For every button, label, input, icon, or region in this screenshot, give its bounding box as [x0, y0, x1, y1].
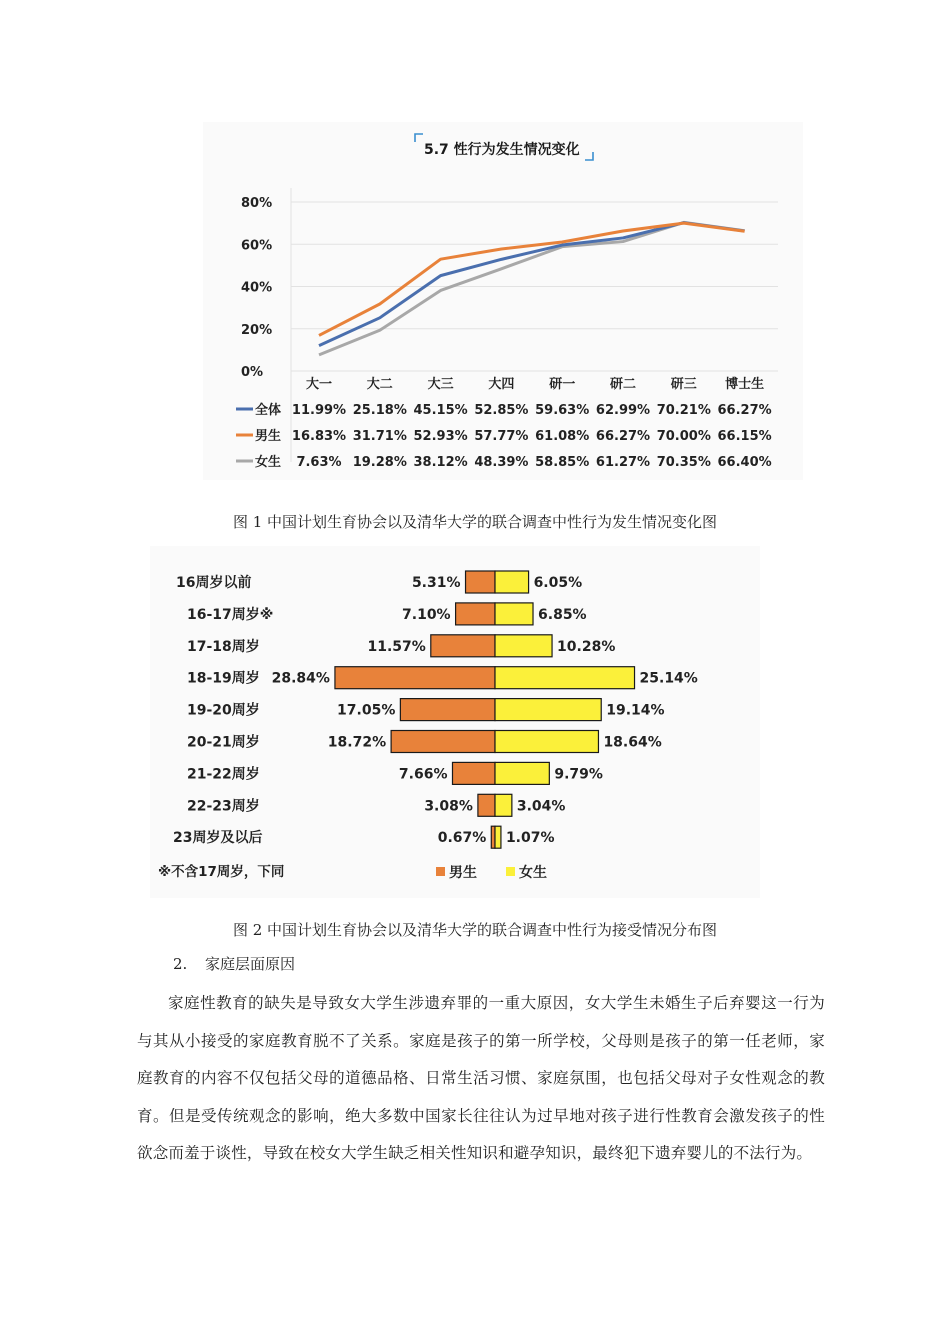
figure-2-caption: 图 2 中国计划生育协会以及清华大学的联合调查中性行为接受情况分布图 — [232, 921, 718, 939]
male-bar — [400, 699, 495, 721]
y-tick-label: 20% — [241, 322, 273, 338]
chart-note: ※不含17周岁，下同 — [158, 864, 285, 880]
data-label: 11.99% — [291, 403, 347, 418]
category-label: 18-19周岁 — [187, 670, 260, 687]
category-label: 17-18周岁 — [187, 638, 260, 655]
legend-swatch-male — [436, 867, 445, 876]
data-label: 70.21% — [656, 403, 711, 418]
category-label: 20-21周岁 — [187, 734, 260, 751]
data-label: 61.27% — [595, 455, 651, 470]
male-bar — [478, 794, 495, 816]
data-label: 57.77% — [474, 429, 529, 444]
data-label: 66.40% — [717, 455, 772, 470]
female-value-label: 25.14% — [639, 670, 698, 687]
data-label: 70.00% — [656, 429, 711, 444]
bar-chart-svg — [150, 546, 760, 898]
male-value-label: 11.57% — [367, 638, 426, 655]
data-label: 38.12% — [413, 455, 468, 470]
data-label: 31.71% — [352, 429, 407, 444]
x-tick-label: 博士生 — [725, 377, 765, 392]
male-value-label: 7.10% — [402, 606, 451, 623]
data-label: 7.63% — [296, 455, 342, 470]
male-value-label: 0.67% — [437, 830, 487, 847]
female-bar — [495, 731, 598, 753]
female-value-label: 10.28% — [557, 638, 616, 655]
female-bar — [495, 603, 533, 625]
female-value-label: 1.07% — [505, 830, 555, 847]
male-bar — [335, 667, 495, 689]
male-value-label: 3.08% — [424, 798, 473, 815]
female-value-label: 6.85% — [538, 606, 587, 623]
male-value-label: 7.66% — [398, 766, 448, 783]
male-value-label: 28.84% — [271, 670, 330, 687]
female-bar — [495, 762, 549, 784]
category-label: 23周岁及以后 — [173, 830, 263, 847]
category-label: 16周岁以前 — [176, 575, 252, 591]
data-label: 59.63% — [535, 403, 590, 418]
data-label: 48.39% — [474, 455, 529, 470]
female-value-label: 19.14% — [606, 702, 665, 719]
male-bar — [456, 603, 495, 625]
legend-label-male: 男生 — [449, 865, 477, 881]
category-label: 22-23周岁 — [187, 798, 260, 815]
data-label: 16.83% — [291, 429, 347, 444]
category-label: 16-17周岁※ — [187, 606, 274, 623]
data-label: 25.18% — [352, 403, 407, 418]
data-label: 70.35% — [656, 455, 711, 470]
x-tick-label: 研三 — [670, 377, 697, 392]
line-chart-figure — [203, 122, 803, 480]
female-value-label: 18.64% — [603, 734, 662, 751]
figure-1-caption: 图 1 中国计划生育协会以及清华大学的联合调查中性行为发生情况变化图 — [232, 513, 718, 531]
section-number: 2. — [173, 955, 188, 973]
male-bar — [431, 635, 495, 657]
legend-label: 女生 — [255, 455, 282, 470]
female-bar — [495, 826, 501, 848]
y-tick-label: 0% — [241, 365, 264, 380]
butterfly-bar-chart-figure — [150, 546, 760, 898]
chart-title: 5.7 性行为发生情况变化 — [424, 142, 580, 158]
female-bar — [495, 571, 529, 593]
body-paragraph: 家庭性教育的缺失是导致女大学生涉遗弃罪的一重大原因，女大学生未婚生子后弃婴这一行为与其从小接受的家庭教育脱不了关系。家庭是孩子的第一所学校，父母则是孩子的第一任老师，家庭教育的内容不仅包括父母的道德品格、日常生活习惯、家庭氛围，也包括父母对子女性观念的教育。但是受传统观念的影响，绝大多数中国家长往往认为过早地对孩子进行性教育会激发孩子的性欲念而羞于谈性，导致在校女大学生缺乏相关性知识和避孕知识，最终犯下遗弃婴儿的不法行为。 — [137, 994, 825, 1162]
female-value-label: 3.04% — [516, 798, 566, 815]
y-tick-label: 40% — [241, 280, 273, 296]
x-tick-label: 研一 — [549, 377, 576, 392]
title-bracket-left — [415, 134, 423, 142]
legend-label: 男生 — [255, 429, 282, 444]
male-bar — [452, 762, 495, 784]
male-bar — [466, 571, 495, 593]
data-label: 58.85% — [535, 455, 590, 470]
legend-label: 全体 — [255, 403, 282, 418]
data-label: 45.15% — [413, 403, 468, 418]
data-label: 52.93% — [413, 429, 468, 444]
category-label: 21-22周岁 — [187, 766, 260, 783]
x-tick-label: 研二 — [609, 377, 637, 392]
male-value-label: 18.72% — [327, 734, 387, 751]
data-label: 66.15% — [717, 429, 772, 444]
line-chart-svg — [203, 122, 803, 480]
section-heading — [173, 953, 295, 974]
data-label: 66.27% — [595, 429, 651, 444]
legend-label-female: 女生 — [519, 865, 547, 881]
section-title: 家庭层面原因 — [205, 955, 296, 973]
y-tick-label: 60% — [241, 238, 273, 254]
x-tick-label: 大四 — [488, 377, 515, 392]
y-tick-label: 80% — [241, 196, 273, 211]
data-label: 62.99% — [595, 403, 651, 418]
data-label: 61.08% — [535, 429, 590, 444]
title-bracket-right — [585, 152, 593, 160]
data-label: 52.85% — [474, 403, 529, 418]
male-value-label: 5.31% — [411, 575, 461, 591]
x-tick-label: 大二 — [366, 377, 393, 392]
female-value-label: 9.79% — [554, 766, 603, 783]
legend-swatch-female — [506, 867, 515, 876]
female-value-label: 6.05% — [533, 575, 583, 591]
series-line-1 — [319, 223, 745, 335]
female-bar — [495, 794, 512, 816]
female-bar — [495, 667, 635, 689]
female-bar — [495, 699, 601, 721]
male-bar — [391, 731, 495, 753]
male-value-label: 17.05% — [337, 702, 396, 719]
series-line-2 — [319, 222, 745, 354]
data-label: 19.28% — [352, 455, 407, 470]
female-bar — [495, 635, 552, 657]
data-label: 66.27% — [717, 403, 772, 418]
x-tick-label: 大一 — [305, 377, 333, 392]
x-tick-label: 大三 — [427, 377, 454, 392]
category-label: 19-20周岁 — [187, 702, 260, 719]
